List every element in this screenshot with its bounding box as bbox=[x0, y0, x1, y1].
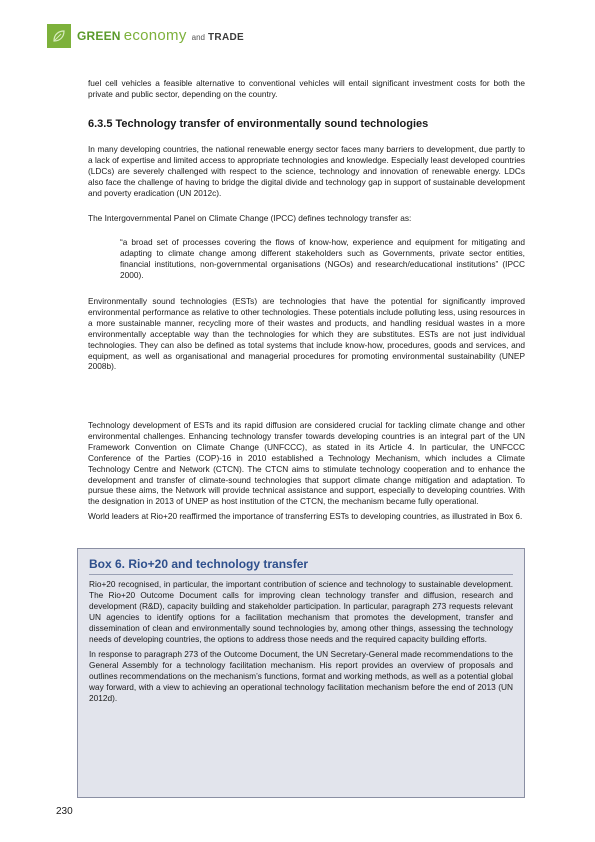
leaf-logo-icon bbox=[47, 24, 71, 48]
body-paragraph-2: The Intergovernmental Panel on Climate Change (IPCC) defines technology transfer as: bbox=[88, 213, 412, 223]
section-heading: 6.3.5 Technology transfer of environmentally sound technologies bbox=[88, 118, 429, 130]
box-paragraph-1: Rio+20 recognised, in particular, the important contribution of science and technology to sustainable development. The Rio+20 Outcome Document calls for improving clean technology transfer and diffusion, research and development (R&D), capacity building and stakeholder participation. In particular, paragraph 273 requests relevant UN agencies to identify options for a facilitation mechanism that promotes the development, transfer and dissemination of clean and environmentally sound technologies by, among other things, assessing the technology needs of developing countries, the options to address those needs and the required capacity building efforts. bbox=[89, 579, 513, 644]
body-paragraph-3: Environmentally sound technologies (ESTs) are technologies that have the potential for significantly improved environmental performance as relative to other technologies. These potentials include polluting less, using resources in a more sustainable manner, recycling more of their wastes and products, and handling residual wastes in a more environmentally acceptable way than the technologies for which they are substitutes. ESTs are not just individual technologies. They can also be defined as total systems that include know-how, procedures, goods and services, and equipment, as well as organisational and managerial procedures for promoting environmental sustainability (UNEP 2008b). bbox=[88, 296, 525, 372]
page-number: 230 bbox=[56, 806, 73, 817]
box-divider bbox=[89, 574, 513, 575]
brand-and: and bbox=[191, 33, 206, 42]
box-6 bbox=[77, 548, 525, 798]
body-paragraph-5: World leaders at Rio+20 reaffirmed the importance of transferring ESTs to developing countries, as illustrated in Box 6. bbox=[88, 511, 523, 521]
brand-trade: TRADE bbox=[208, 32, 244, 43]
page-header bbox=[0, 24, 300, 48]
box-paragraph-2: In response to paragraph 273 of the Outcome Document, the UN Secretary-General made recommendations to the General Assembly for a technology facilitation mechanism. His report provides an overview of proposals and outlines recommendations on the mechanism’s functions, format and working methods, as well as a potential global way forward, with a view to achieving an operational technology facilitation mechanism before the end of 2013 (UN 2012d). bbox=[89, 649, 513, 703]
body-paragraph-4: Technology development of ESTs and its rapid diffusion are considered crucial for tackling climate change and other environmental challenges. Enhancing technology transfer towards developing countries is an integral part of the UN Framework Convention on Climate Change (UNFCCC), as stated in its Article 4. In particular, the UNFCCC Conference of the Parties (COP)-16 in 2010 established a Technology Mechanism, which includes a Climate Technology Centre and Network (CTCN). The CTCN aims to stimulate technology cooperation and to enhance the development and transfer of climate-sound technologies that support climate change mitigation and adaptation. To pursue these aims, the Network will provide technical assistance and support, especially to developing countries. With the designation in 2013 of UNEP as host institution of the CTCN, the mechanism became fully operational. bbox=[88, 420, 525, 507]
brand-green: GREEN bbox=[77, 29, 121, 43]
publication-title bbox=[77, 27, 244, 45]
body-paragraph-1: In many developing countries, the national renewable energy sector faces many barriers to development, due partly to a lack of expertise and limited access to appropriate technologies and knowledge. Especially least developed countries (LDCs) are severely challenged with respect to the science, technology and innovation of renewable energy. LDCs also face the challenge of having to bridge the digital divide and technology gap in support of sustainable development and poverty eradication (UN 2012c). bbox=[88, 144, 525, 198]
box-title: Box 6. Rio+20 and technology transfer bbox=[89, 557, 309, 571]
body-paragraph-0: fuel cell vehicles a feasible alternative to conventional vehicles will entail significant investment costs for both the private and public sector, depending on the country. bbox=[88, 78, 525, 99]
brand-economy: economy bbox=[123, 27, 187, 44]
ipcc-quote: “a broad set of processes covering the flows of know-how, experience and equipment for mitigating and adapting to climate change among different stakeholders such as Governments, private sector entities, financial institutions, non-governmental organisations (NGOs) and research/educational institutions” (IPCC 2000). bbox=[120, 237, 525, 280]
